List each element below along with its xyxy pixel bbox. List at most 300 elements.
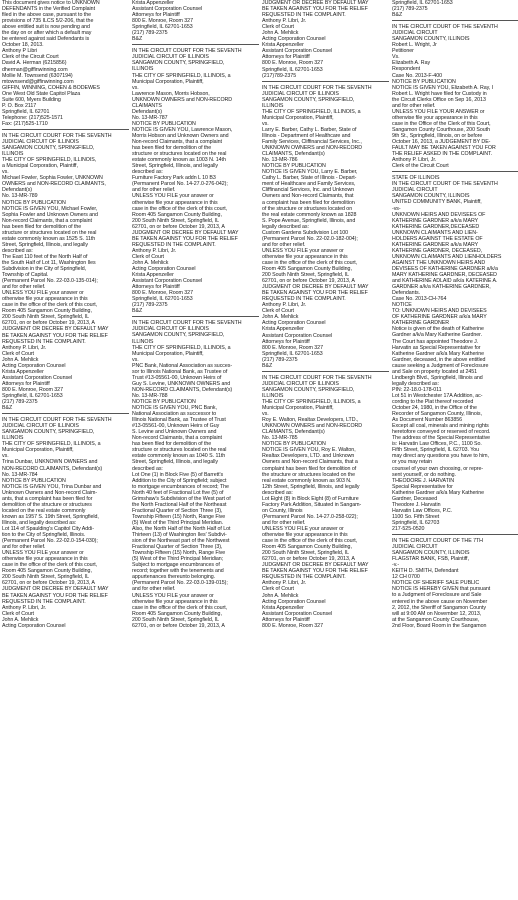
notice-line: case in the office of the clerk of this court, [132,205,228,212]
notice-line: the real estate commonly known as 1828 [262,211,357,218]
notice-line: UNLESS YOU FILE your answer or [2,290,84,297]
notice-line: JUDICIAL CIRCUIT [392,187,438,194]
notice-line: BE TAKEN AGAINST YOU FOR THE RELIEF [262,290,368,297]
notice-line: Factory Park Addition, Situated in Sangam- [262,501,362,508]
notice-line: UNLESS YOU FILE your answer or [132,193,214,200]
notice-line: Municipal Corporation, Plaintiff, [132,78,204,85]
notice-line: Assistant Corporation Counsel [2,374,73,381]
notice-line: Township Fifteen (15) North, Range Five [132,550,226,557]
notice-line: Robert L. Wright have filed for Custody in [392,90,487,97]
notice-line: is: Harvatin Law Offices, P.C., 1100 So. [392,441,482,448]
notice-line: -v.- [392,562,400,569]
notice-line: filed in the above case, pursuant to the [2,12,91,19]
notice-line: The East 110 feet of the North Half of [2,253,88,260]
notice-line: NOTICE IS HEREBY GIVEN that pursuant [392,586,491,593]
notice-line: Defendant(s) [132,108,163,115]
notice-line: otherwise file your appearance in this [2,296,88,303]
notice-line: vs. [262,120,269,127]
notice-line: Subdivision in the City of Springfield, [2,266,87,273]
notice-line: vs. [132,356,139,363]
notice-line: IN THE CIRCUIT COURT FOR THE SEVENTH [132,48,242,55]
notice-line: ILLINOIS [262,392,284,399]
notice-line: NOTICE [392,302,412,309]
notice-line: Anthony P. Libri, Jr. [2,344,47,351]
notice-line: KATHERINE GARDNER, DECEASED, [392,247,483,254]
notice-line: Springfield, IL 62701 [2,108,50,115]
notice-line: located on the real estate commonly [2,507,86,514]
notice-line: otherwise file your appearance in this [132,199,218,206]
notice-line: structure or structures located on the real [132,151,227,158]
notice-line: B&Z [392,12,403,19]
notice-line: #13-05561-00, Unknown Heirs of Guy [132,423,220,430]
notice-line: Vs. [392,54,400,61]
notice-line: NOTICE IS GIVEN YOU, Trina Dunbar and [2,483,102,490]
notice-line: Cliffinancial Services, Inc. and Unknown [262,187,355,194]
notice-line: 12th Street, Springfield, Illinois, and legally [262,483,360,490]
notice-line: Municipal Corporation, Plaintiff, [132,350,204,357]
notice-line: case in the office of the clerk of this court, [262,538,358,545]
notice-line: Michael Fowler, Sophia Fowler, UNKNOWN [2,175,103,182]
notice-line: Telephone: (217)525-1571 [2,114,63,121]
notice-line: 200 South Ninth Street, Springfield, IL [132,217,219,224]
notice-line: Harvatin Law Offices, P.C. [392,507,453,514]
notice-divider [2,129,129,130]
notice-line: Assistant Corporation Counsel [262,332,333,339]
notice-line: 200 South Ninth Street, Springfield, IL [2,314,89,321]
notice-line: Recorder of Sangamon County, Illinois, [392,411,482,418]
notice-line: legally described as: [392,380,439,387]
notice-line: OF KATHERINE GARDNER a/k/a MARY [392,314,487,321]
notice-line: (217) 789-2375 [2,399,38,406]
notice-line: B&Z [132,308,143,315]
notice-line: and for other relief. [2,284,46,291]
notice-line: Fractional Quarter of Section Three (3), [132,507,223,514]
notice-line: described as: [132,169,163,176]
notice-line: THE CITY OF SPRINGFIELD, ILLINOIS, a [2,441,101,448]
notice-line: Lot 114 of Spaulding's Capitol City Addi- [2,525,94,532]
notice-line: Anthony P. Libri, Jr. [2,604,47,611]
notice-line: appurtenances thereunto belonging. [132,574,216,581]
notice-line: Room 405 Sangamon County Building, [262,266,352,273]
notice-line: Addition to the City of Springfield; subject [132,477,227,484]
notice-line: the structure or structures located on the [262,471,355,478]
legal-notice [392,175,518,532]
notice-line: DEFENDANTS in the Verified Complaint [2,6,95,13]
notice-line: Krista Appenzeller [262,42,304,49]
notice-line: 217-525-0520 [392,525,425,532]
notice-line: on County, Illinois [262,507,303,514]
notice-line: The address of the Special Representative [392,435,491,442]
notice-line: NOTICE BY PUBLICATION [2,477,66,484]
notice-line: GIFFIN, WINNING, COHEN & BODEWES [2,84,100,91]
notice-line: ILLINOIS [132,66,154,73]
notice-line: Anthony P Libri [2,48,38,55]
notice-line: Street, Springfield, Illinois, and legally [132,459,218,466]
notice-line: Fax: (217)525-1710 [2,120,48,127]
notice-line: KATHERINE GARDNER a/k/a MARY [392,217,479,224]
notice-line: IN THE CIRCUIT COURT FOR THE SEVENTH [132,320,242,327]
notice-line: BE TAKEN AGAINST YOU FOR THE RELIEF [132,235,238,242]
notice-line: (5) West of the Third Principal Meridian. [132,519,224,526]
notice-line: Family Services, Cliffinancial Services, Inc., [262,139,362,146]
notice-line: Acting Corporation Counsel [2,362,66,369]
notice-line: Clerk of the Circuit Court [2,54,59,61]
notice-line: Non-record Claimants, that a complaint [2,217,92,224]
notice-line: BE TAKEN AGAINST YOU FOR THE RELIEF [2,332,108,339]
notice-line: has been filed for demolition of the [132,441,212,448]
notice-line: Municipal Corporation, Plaintiff, [262,114,334,121]
notice-line: JUDICIAL CIRCUIT OF ILLINOIS [2,423,79,430]
notice-line: structure or structures located on the real [2,229,97,236]
notice-line: 2nd Floor, Board Room in the Sangamon [392,622,487,629]
notice-line: KATHERINE GARDNER,DECEASED [392,223,480,230]
notice-line: Theodore J. Harvatin [392,501,441,508]
legal-notice [392,24,518,169]
notice-line: Morris Hobson and Unknown Owners and [132,132,229,139]
notice-line: Case No. 2013-CH-764 [392,296,447,303]
notice-line: GARDNER a/k/a KATHERINE GARDNER, [392,284,491,291]
notice-line: UNLESS YOU FILE YOUR ANSWER or [392,108,485,115]
notice-line: Cathy L. Barber, State of Illinois - Depart- [262,175,357,182]
notice-line: THE CITY OF SPRINGFIELD, ILLINOIS, a [132,344,231,351]
notice-line: Clerk of Court [262,308,294,315]
notice-line: 200 South Ninth Street, Springfield, IL [262,272,349,279]
notice-line: Illinois, and legally described as: [2,519,77,526]
notice-line: ILLINOIS [132,338,154,345]
notice-line: Notice is given of the death of Katherine [392,326,484,333]
notice-line: and for other relief. [262,241,306,248]
notice-line: 62701, on or before October 19, 2013, A [262,556,355,563]
notice-line: SANGAMON COUNTY, SPRINGFIELD, [262,96,355,103]
notice-line: estate commonly known as 1040 S. 11th [132,453,226,460]
notice-line: 1100 So. Fifth Street [392,513,440,520]
notice-line: No. 13-MR-787 [132,114,168,121]
notice-line: IN THE CIRCUIT COURT OF THE SEVENTH [392,181,498,188]
notice-line: Clerk of Court [2,350,34,357]
notice-line: FAULT MAY BE TAKEN AGAINST YOU FOR [392,145,496,152]
notice-line: UNKNOWN OWNERS and NON-RECORD [262,423,363,430]
notice-line: UNKNOWN HEIRS AND DEVISEES OF [392,211,486,218]
notice-line: (217) 789-2375 [132,30,168,37]
notice-line: October 16, 2013, a JUDGEMENT BY DE- [392,139,491,146]
notice-line: Robert L. Wright, Jr [392,42,437,49]
notice-line: Illinois - Department of Healthcare and [262,132,351,139]
notice-line: Attorneys for Plaintiff [132,284,180,291]
legal-notice [2,417,129,629]
notice-line: Realtax Developers, LTD. and Unknown [262,453,355,460]
notice-line: IN THE CIRCUIT COURT FOR THE SEVENTH [262,84,372,91]
notice-line: Anthony P. Libri, Jr. [262,302,307,309]
notice-line: complaint has been filed for demolition of [262,465,357,472]
notice-line: JUDICIAL CIRCUIT [392,544,438,551]
notice-line: Springfield, IL 62701-1653 [132,24,193,31]
notice-line: 800 E. Monroe, Room 327 [262,622,323,629]
notice-line: KATHERINE GARDNER [392,320,450,327]
notice-line: KEITH D. SMITH, Defendant [392,568,459,575]
notice-line: cording to the Plat thereof recorded [392,399,474,405]
notice-line: Sangamon County Courthouse, 200 South [392,126,490,133]
notice-line: REQUESTED IN THE COMPLAINT. [2,338,86,345]
notice-line: and for other relief. [392,102,436,109]
notice-line: Municipal Corporation, Plaintiff, [2,447,74,454]
notice-line: 800 E. Monroe, Room 327 [2,386,63,393]
notice-line: heretofore conveyed or reserved of record. [392,429,491,436]
notice-line: NOTICE BY PUBLICATION [262,441,326,448]
notice-line: estate commonly known as 1003 N. 14th [132,157,226,164]
notice-line: Petitioner [392,48,414,55]
notice-line: counsel of your own choosing, or repre- [392,465,484,472]
notice-line: Krista Appenzeller [132,0,174,6]
notice-line: B&Z [262,362,273,369]
notice-line: Non-record Claimants, that a complaint [132,139,222,146]
notice-line: SANGAMON COUNTY, ILLINOIS [392,193,470,200]
notice-column-3 [262,0,389,900]
notice-line: IN THE CIRCUIT COURT OF THE SEVENTH [392,24,498,31]
notice-line: JUDICIAL CIRCUIT OF ILLINOIS [262,90,339,97]
legal-notice [392,0,518,18]
notice-line: Harvatin as Special Representative for [392,344,481,351]
notice-line: JUDGMENT OR DECREE BY DEFAULT MAY [132,229,239,236]
notice-line: Guy S. Levine, UNKNOWN OWNERS and [132,380,231,387]
legal-notice [2,0,129,127]
notice-line: October 18, 2013. [2,42,44,49]
notice-line: Anthony P. Libri, Jr. [262,18,307,25]
notice-line: No. 13-MR-786 [262,157,298,164]
notice-line: structure or structures located on the real [132,447,227,454]
notice-line: Attorneys for Plaintiff [2,380,50,387]
notice-line: Lot 51 in Westchester 17A Addition, ac- [392,392,483,399]
notice-line: REQUESTED IN THE COMPLAINT. [2,598,86,605]
notice-line: PNC Bank, National Association as succes- [132,362,233,369]
notice-line: NOTICE BY PUBLICATION [262,163,326,170]
notice-line: NOTICE IS GIVEN YOU, Lawrence Mason, [132,126,233,133]
notice-line: Springfield, IL 62701-1653 [132,296,193,303]
notice-line: John A. Mehlick [262,592,299,599]
notice-line: Unknown Owners and Non-record Claim- [2,489,98,496]
notice-line: Lawrence Mason, Morris Hobson, [132,90,210,97]
notice-line: (Permanent Parcel No. 22-02.0-154-030); [2,538,98,545]
notice-line: Gardner, deceased, in the above entitled [392,356,486,363]
notice-line: BE TAKEN AGAINST YOU FOR THE RELIEF [262,6,368,13]
notice-line: IN THE CIRCUIT COURT FOR THE SEVENTH [2,132,112,139]
notice-line: No. 13-MR-784 [2,471,38,478]
notice-line: -vs- [392,205,401,212]
notice-line: 200 South Ninth Street, Springfield, IL [2,574,89,581]
notice-line: THE RELIEF ASKED IN THE COMPLAINT. [392,151,493,158]
notice-line: Custom Gardens Subdivision Lot 100 [262,229,349,236]
notice-line: has been filed for demolition of the [132,145,212,152]
notice-line: cause seeking a Judgment of Foreclosure [392,362,489,369]
notice-line: case in the office of the clerk of this court, [132,604,228,611]
notice-line: KATHERINE GARDNER a/k/a MARY [392,241,479,248]
notice-line: and for other relief. [2,544,46,551]
notice-line: and for other relief. [132,586,176,593]
notice-line: REQUESTED IN THE COMPLAINT. [262,296,346,303]
notice-line: dherman@giffinwinning.com [2,66,68,73]
notice-line: Furniture Factory Park addn L 10 B3 [132,175,216,182]
notice-line: SANGAMON COUNTY, ILLINOIS [392,550,470,557]
notice-line: Subject to mortgage encumbrances of [132,562,220,569]
notice-line: P. O. Box 2117 [2,102,37,109]
notice-line: Except all coal, minerals and mining rights [392,423,489,430]
notice-line: NOTICE OF SHERIFF SALE PUBLIC [392,580,480,587]
notice-line: Katherine Gardner a/k/a Mary Katherine [392,489,485,496]
notice-line: THE CITY OF SPRINGFIELD, ILLINOIS, a [262,399,361,405]
notice-line: Sophia Fowler and Unknown Owners and [2,211,98,218]
notice-line: NOTICE BY PUBLICATION [132,399,196,405]
notice-line: Also, the North Half of the North Half of Lot [132,525,231,532]
notice-line: Gardner, Deceased [392,495,438,502]
notice-line: otherwise file your appearance in this [392,114,478,121]
notice-line: 62701, on or before October 19, 2013, A [132,622,225,629]
notice-line: THE CITY OF SPRINGFIELD, ILLINOIS, a [262,108,361,115]
notice-line: Clerk of Court [132,253,164,260]
notice-line: Municipal Corporation, Plaintiff, [262,405,334,412]
notice-line: 800 E. Monroe, Room 327 [132,290,193,297]
notice-divider [262,81,389,82]
notice-line: Respondent [392,66,421,73]
notice-line: B&Z [132,36,143,43]
notice-line: 800 E. Monroe, Room 327 [262,60,323,67]
notice-line: SANGAMON COUNTY, SPRINGFIELD, [2,429,95,436]
notice-line: Larry E. Barber, Cathy L. Barber, State of [262,126,357,133]
notice-line: vs. [132,84,139,91]
notice-line: SANGAMON COUNTY, SPRINGFIELD, [2,145,95,152]
notice-line: OWNERS and NON-RECORD CLAIMANTS, [2,181,106,188]
notice-line: 200 South Ninth Street, Springfield, IL [262,550,349,557]
notice-line: Attorneys for Plaintiff [262,616,310,623]
legal-notice [262,0,389,79]
notice-line: THE CITY OF SPRINGFIELD, ILLINOIS, a [132,72,231,79]
notice-line: Springfield, IL 62701-1653 [2,393,63,399]
notice-line: BE TAKEN AGAINST YOU FOR THE RELIEF [2,592,108,599]
notice-line: vs. [2,453,9,460]
notice-line: DEVISEES OF KATHERINE GARDNER a/k/a [392,265,498,272]
notice-line: Acting Corporation Counsel [262,320,326,327]
notice-line: Case No. 2013-F-400 [392,72,442,79]
notice-line: case in the Office of the Clerk of this Court, [392,120,491,127]
notice-line: (217)789-2375 [262,72,297,79]
notice-line: Assistant Corporation Counsel [132,6,203,13]
notice-line: Lot Eight (8) in Block Eight (8) of Furniture [262,495,359,502]
notice-line: a Municipal Corporation, Plaintiff, [2,163,78,170]
notice-line: otherwise file your appearance in this [132,598,218,605]
notice-line: Springfield, IL 62703 [392,519,440,526]
notice-line: Assistant Corporation Counsel [262,48,333,55]
notice-line: CLAIMANTS, Defendant(s) [262,151,325,158]
notice-line: UNLESS YOU FILE your answer or [262,247,344,254]
notice-line: tion to the City of Springfield, Illinois. [2,532,86,539]
notice-line: Attorneys for Plaintiff [262,338,310,345]
notice-line: REQUESTED IN THE COMPLAINT. [262,574,346,581]
notice-line: This document gives notice to UNKNOWN [2,0,100,6]
notice-line: October 24, 1980, in the Office of the [392,405,477,412]
notice-line: a complaint has been filed for demolition [262,199,355,206]
legal-notice [132,48,259,314]
notice-line: 62701, on or before October 19, 2013, A [132,223,225,230]
notice-line: Fractional Quarter of Section Three (3), [132,544,223,551]
notice-line: 9th St., Springfield, Illinois, on or before [392,132,483,139]
notice-line: ILLINOIS [2,151,24,158]
notice-line: JUDGMENT OR DECREE BY DEFAULT MAY [2,326,109,333]
notice-line: Street, Springfield, Illinois, and legally [132,163,218,170]
notice-line: or you may retain [392,459,433,466]
notice-line: Clerk of the Circuit Court [392,163,449,170]
notice-line: FLAGSTAR BANK, FSB, Plaintiff, [392,556,469,563]
notice-divider [2,413,129,414]
notice-line: BE TAKEN AGAINST YOU FOR THE RELIEF [262,568,368,575]
notice-line: UNLESS YOU FILE your answer or [262,525,344,532]
notice-line: CLAIMANTS [132,102,162,109]
notice-line: JUDGMENT OR DECREE BY DEFAULT MAY [2,586,109,593]
notice-line: Acting Corporation Counsel [262,598,326,605]
notice-column-1 [2,0,129,900]
notice-line: SANGAMON COUNTY, ILLINOIS [392,36,470,43]
notice-line: Attorneys for Plaintiff [262,54,310,61]
notice-line: Suite 600, Myers Building [2,96,61,103]
notice-line: Illinois National Bank, as Trustee of Trust [132,417,226,424]
notice-line: THE CITY OF SPRINGFIELD, ILLINOIS, [2,157,97,164]
notice-line: (Permanent Parcel No. 22-03.0-139-015); [132,580,228,587]
notice-line: John A. Mehlick [132,259,169,266]
notice-line: Room 405 Sangamon County Building, [132,211,222,218]
notice-line: above entitled suit is now pending and [2,24,90,31]
notice-line: Lot One (1) in Block Five (5) of Barrett's [132,471,224,478]
notice-line: UNLESS YOU FILE your answer or [2,550,84,557]
notice-line: vs. [262,411,269,418]
notice-line: legally described as: [262,223,309,230]
notice-line: Thirteen (13) of Washington Iles' Subdivi- [132,532,227,539]
notice-line: REQUESTED IN THE COMPLAINT. [262,12,346,19]
notice-line: otherwise file your appearance in this [2,556,88,563]
notice-column-2 [132,0,259,900]
notice-column-4 [392,0,518,900]
notice-line: Room 405 Sangamon County Building, [262,544,352,551]
notice-line: UNKNOWN OWNERS and NON-RECORD [132,96,233,103]
notice-line: JUDICIAL CIRCUIT OF ILLINOIS [132,54,209,61]
notice-line: Special Representative for [392,483,453,490]
notice-line: has been filed for demolition of the [2,223,82,230]
notice-line: No. 13-MR-788 [132,392,168,399]
notice-line: JUDICIAL CIRCUIT [392,30,438,37]
notice-line: Township of Capital. [2,272,49,279]
notice-divider [392,534,518,535]
notice-line: National Association as successor to [132,411,217,418]
notice-line: and KATHERINE ADLAID a/k/a KATERINE A. [392,278,498,285]
notice-line: NOTICE IS GIVEN YOU, Elizabeth A. Ray, I [392,84,494,91]
legal-notice [132,0,259,42]
notice-line: No. 13-MR-789 [2,193,38,200]
notice-line: (217) 789-2375 [262,356,298,363]
notice-line: Owners and Non-record Claimants, that a [262,459,358,466]
notice-line: case in the office of the clerk of this court, [2,302,98,309]
notice-line: Clerk of Court [262,24,294,31]
notice-line: and for other relief. [262,519,306,526]
notice-line: described as: [2,247,33,254]
notice-line: PIN: 22-18.0-178-011 [392,386,442,393]
notice-line: NOTICE IS GIVEN YOU, Larry E. Barber, [262,169,358,176]
notice-line: record; together with the tenements and [132,568,224,575]
notice-line: SANGAMON COUNTY, SPRINGFIELD, [132,332,225,339]
notice-line: SANGAMON COUNTY, SPRINGFIELD, [132,60,225,67]
notice-line: at the Sangamon County Courthouse, [392,616,480,623]
notice-line: NOTICE IS GIVEN YOU, PNC Bank, [132,405,217,412]
notice-line: Trina Dunbar, UNKNOWN OWNERS and [2,459,98,466]
notice-line: the South Half of Lot 11, Washington Iles [2,259,96,266]
notice-line: JUDICIAL CIRCUIT OF ILLINOIS [2,139,79,146]
notice-line: John A. Mehlick [262,30,299,37]
notice-line: case in the office of the clerk of this court, [2,562,98,569]
